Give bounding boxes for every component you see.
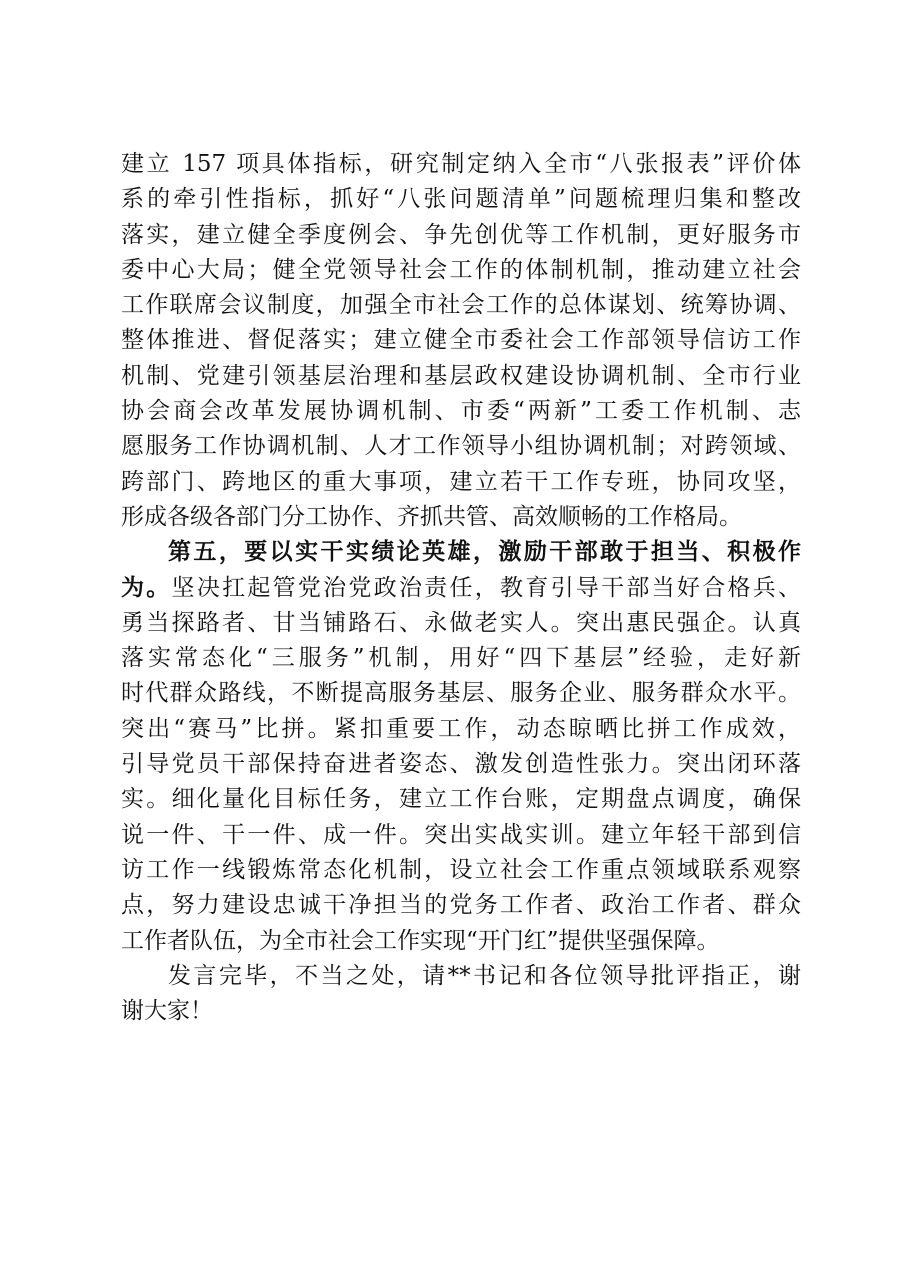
text-line: 愿服务工作协调机制、人才工作领导小组协调机制；对跨领域、: [121, 433, 801, 460]
text-line: 委中心大局；健全党领导社会工作的体制机制，推动建立社会: [121, 256, 801, 283]
section-heading: 第五，要以实干实绩论英雄，激励干部敢于担当、积极作: [168, 539, 801, 566]
text-line: 点，努力建设忠诚干净担当的党务工作者、政治工作者、群众: [121, 892, 801, 919]
text-line: 勇当探路者、甘当铺路石、永做老实人。突出惠民强企。认真: [121, 609, 801, 636]
text-line: 跨部门、跨地区的重大事项，建立若干工作专班，协同攻坚，: [121, 468, 801, 495]
paragraph-1: [121, 147, 801, 535]
text-line: 机制、党建引领基层治理和基层政权建设协调机制、全市行业: [121, 362, 801, 389]
text-line: 说一件、干一件、成一件。突出实战实训。建立年轻干部到信: [121, 821, 801, 848]
paragraph-2: [121, 535, 801, 959]
text-line: 工作者队伍，为全市社会工作实现“开门红”提供坚强保障。: [121, 927, 720, 954]
text-line: [121, 571, 801, 606]
text-line: 落实，建立健全季度例会、争先创优等工作机制，更好服务市: [121, 221, 801, 248]
text-line: 系的牵引性指标，抓好“八张问题清单”问题梳理归集和整改: [121, 186, 801, 213]
text-line: 形成各级各部门分工协作、齐抓共管、高效顺畅的工作格局。: [121, 503, 742, 530]
text-line: 工作联席会议制度，加强全市社会工作的总体谋划、统筹协调、: [121, 292, 801, 319]
text-line: 谢大家！: [121, 998, 213, 1025]
text-line: 突出“赛马”比拼。紧扣重要工作，动态晾晒比拼工作成效，: [121, 715, 801, 742]
paragraph-3: [121, 959, 801, 1030]
text-line: 发言完毕，不当之处，请**书记和各位领导批评指正，谢: [168, 962, 801, 989]
text-line: 引导党员干部保持奋进者姿态、激发创造性张力。突出闭环落: [121, 751, 801, 778]
text-line: 实。细化量化目标任务，建立工作台账，定期盘点调度，确保: [121, 786, 801, 813]
text-span: 坚决扛起管党治党政治责任，教育引导干部当好合格兵、: [171, 574, 802, 601]
text-line: 访工作一线锻炼常态化机制，设立社会工作重点领域联系观察: [121, 856, 801, 883]
document-body: [121, 147, 801, 1029]
text-line: 建立 157 项具体指标，研究制定纳入全市“八张报表”评价体: [121, 151, 801, 177]
text-line: 落实常态化“三服务”机制，用好“四下基层”经验，走好新: [121, 645, 801, 672]
section-heading-end: 为。: [121, 574, 172, 601]
text-line: 整体推进、督促落实；建立健全市委社会工作部领导信访工作: [121, 327, 801, 354]
text-line: 协会商会改革发展协调机制、市委“两新”工委工作机制、志: [121, 398, 801, 425]
text-line: 时代群众路线，不断提高服务基层、服务企业、服务群众水平。: [121, 680, 801, 707]
